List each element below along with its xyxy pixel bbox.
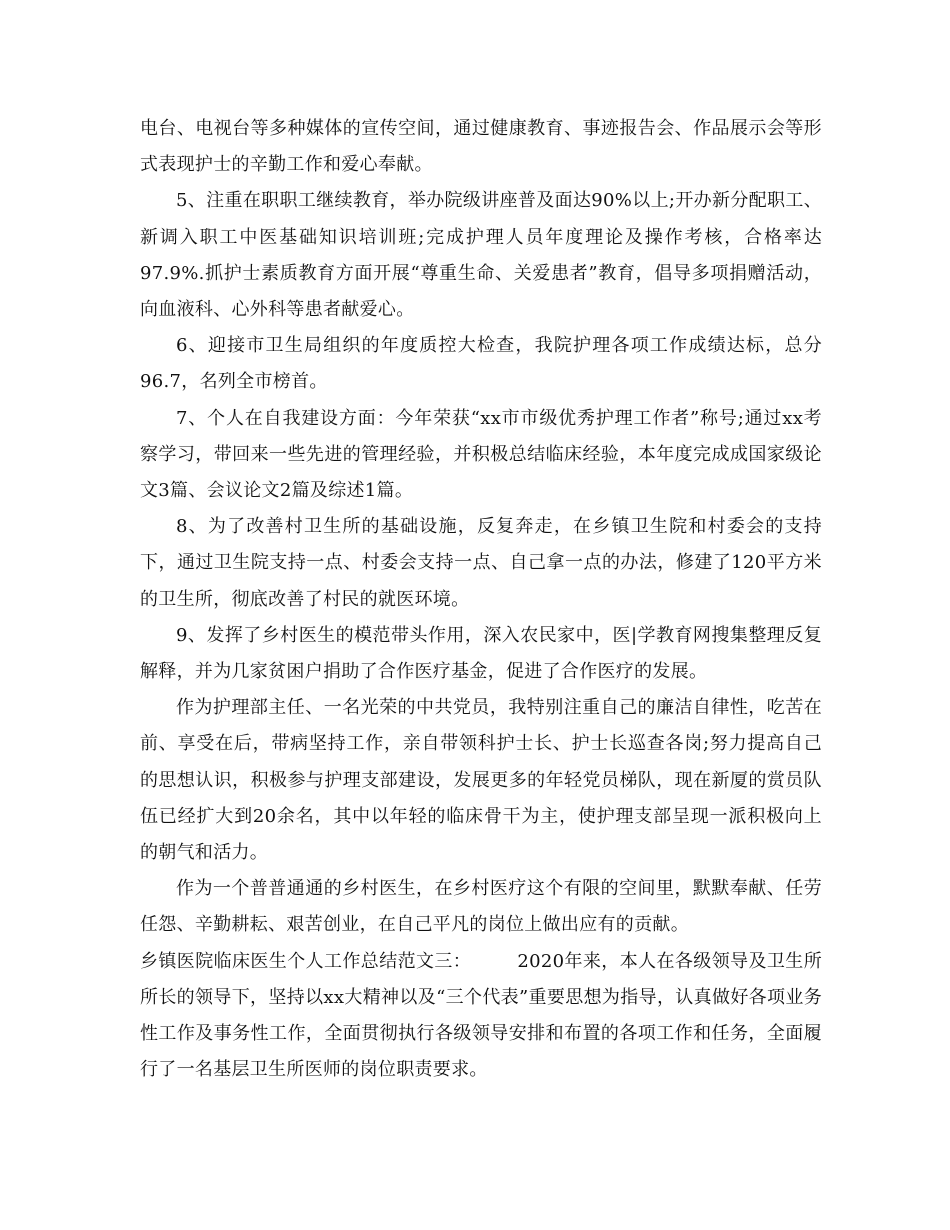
paragraph-item-6: 6、迎接市卫生局组织的年度质控大检查，我院护理各项工作成绩达标，总分96.7，名列全市榜首。 [140,335,822,393]
paragraph-party-member: 作为护理部主任、一名光荣的中共党员，我特别注重自己的廉洁自律性，吃苦在前、享受在后，带病坚持工作，亲自带领科护士长、护士长巡查各岗;努力提高自己的思想认识，积极参与护理支部建设，发展更多的年轻党员梯队，现在新厦的赏员队伍已经扩大到20余名，其中以年轻的临床骨干为主，使护理支部呈现一派积极向上的朝气和活力。 [140,697,822,864]
paragraph-sample-three: 乡镇医院临床医生个人工作总结范文三： 2020年来，本人在各级领导及卫生所所长的领导下，坚持以xx大精神以及“三个代表”重要思想为指导，认真做好各项业务性工作及事务性工作，全面贯彻执行各级领导安排和布置的各项工作和任务，全面履行了一名基层卫生所医师的岗位职责要求。 [140,950,822,1081]
paragraph-village-doctor: 作为一个普普通通的乡村医生，在乡村医疗这个有限的空间里，默默奉献、任劳任怨、辛勤耕耘、艰苦创业，在自己平凡的岗位上做出应有的贡献。 [140,878,822,936]
paragraph-item-8: 8、为了改善村卫生所的基础设施，反复奔走，在乡镇卫生院和村委会的支持下，通过卫生院支持一点、村委会支持一点、自己拿一点的办法，修建了120平方米的卫生所，彻底改善了村民的就医环境。 [140,516,822,610]
paragraph-intro-continuation: 电台、电视台等多种媒体的宣传空间，通过健康教育、事迹报告会、作品展示会等形式表现护士的辛勤工作和爱心奉献。 [140,118,822,176]
paragraph-item-5: 5、注重在职职工继续教育，举办院级讲座普及面达90%以上;开办新分配职工、新调入职工中医基础知识培训班;完成护理人员年度理论及操作考核，合格率达97.9%.抓护士素质教育方面开展“尊重生命、关爱患者”教育，倡导多项捐赠活动，向血液科、心外科等患者献爱心。 [140,190,822,321]
paragraph-item-7: 7、个人在自我建设方面：今年荣获“xx市市级优秀护理工作者”称号;通过xx考察学习，带回来一些先进的管理经验，并积极总结临床经验，本年度完成成国家级论文3篇、会议论文2篇及综述1篇。 [140,407,822,502]
document-body [140,111,822,1088]
paragraph-item-9: 9、发挥了乡村医生的模范带头作用，深入农民家中，医|学教育网搜集整理反复解释，并为几家贫困户捐助了合作医疗基金，促进了合作医疗的发展。 [140,624,822,683]
